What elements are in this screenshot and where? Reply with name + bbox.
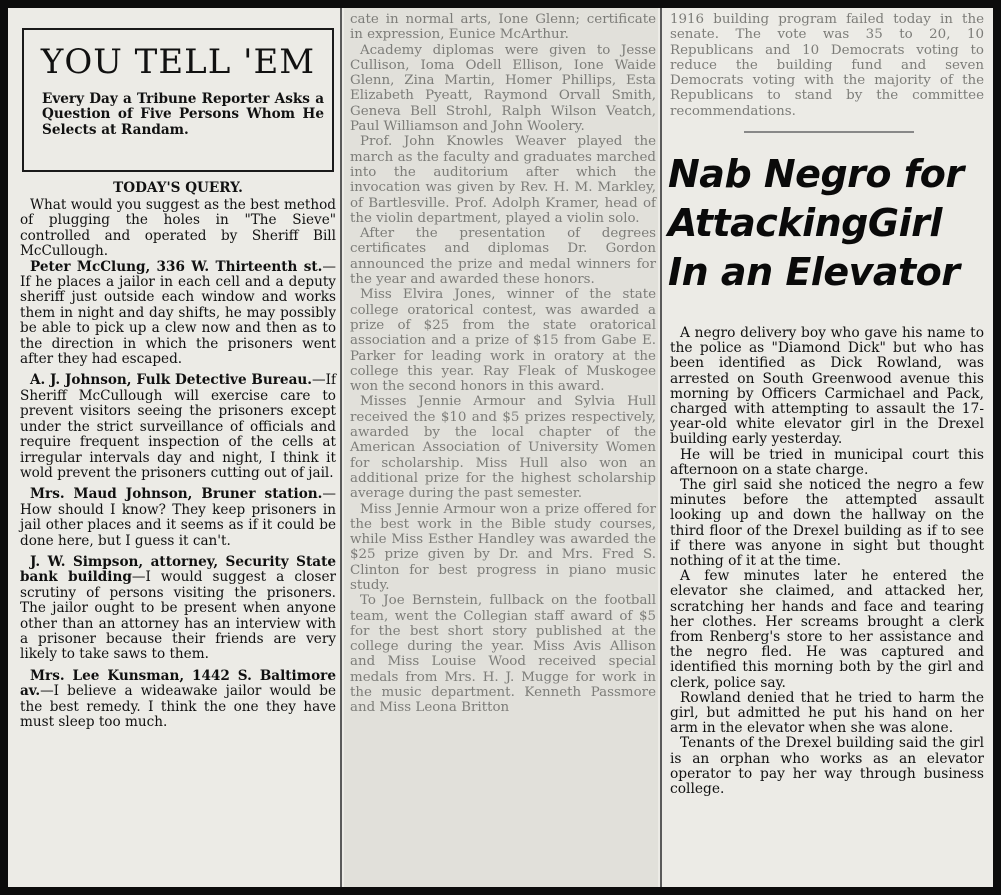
answer-paragraph — [20, 260, 336, 368]
article-paragraph: He will be tried in municipal court this afternoon on a state charge. — [670, 446, 984, 478]
feature-subtitle: Every Day a Tribune Reporter Asks a Question of Five Persons Whom He Selects at Randam. — [42, 91, 324, 138]
article-paragraph: A negro delivery boy who gave his name to the police as "Diamond Dick" but who has been identified as Dick Rowland, was arrested on South Greenwood avenue this morning by Officers Carmichael and Pack, charged with attempting to assault the 17-year-old white elevator girl in the Drexel building early yesterday. — [670, 325, 984, 448]
article-paragraph: A few minutes later he entered the elevator she claimed, and attacked her, scratching her hands and face and tearing her clothes. Her screams brought a clerk from Renberg's store to her assistance and the negro fled. He was captured and identified this morning both by the girl and clerk, police say. — [670, 568, 984, 691]
article-paragraph: Academy diplomas were given to Jesse Cullison, Ioma Odell Ellison, Ione Waide Glenn, Zina Martin, Homer Phillips, Esta Elizabeth Pyeatt, Raymond Orvall Smith, Geneva Bell Strohl, Ralph Wilson Veatch, Paul Williamson and John Woolery. — [350, 42, 656, 135]
respondent-name: Mrs. Lee Kunsman, 1442 S. Baltimore av. — [20, 667, 336, 700]
elevator-article-body — [670, 326, 984, 797]
article-paragraph: cate in normal arts, Ione Glenn; certificate in expression, Eunice McArthur. — [350, 12, 656, 43]
answer-text: —If Sheriff McCullough will exercise care to prevent visitors seeing the prisoners except under the strict surveillance of officials and require frequent inspection of the cells at irregular intervals day and night, I think it wold prevent the prisoners cutting out of jail. — [20, 372, 336, 481]
query-text: What would you suggest as the best method of plugging the holes in "The Sieve" controlled and operated by Sheriff Bill McCullough. — [20, 197, 336, 260]
answer-text: —How should I know? They keep prisoners in jail other places and it seems as if it could be done here, but I guess it can't. — [20, 486, 336, 549]
respondent-name: A. J. Johnson, Fulk Detective Bureau. — [30, 372, 312, 389]
column-rule — [660, 8, 662, 887]
respondent-name: Mrs. Maud Johnson, Bruner station. — [30, 486, 323, 503]
article-paragraph: Prof. John Knowles Weaver played the march as the faculty and graduates marched into the auditorium after which the invocation was given by Rev. H. M. Markley, of Bartlesville. Prof. Adolph Kramer, head of the violin department, played a violin solo. — [350, 134, 656, 226]
answer-text: —I believe a wideawake jailor would be the best remedy. I think the one they have must sleep too much. — [20, 683, 336, 730]
building-program-snippet — [670, 12, 984, 119]
headline-line: Nab Negro for — [668, 152, 964, 196]
article-paragraph: Rowland denied that he tried to harm the girl, but admitted he put his hand on her arm in the elevator when she was alone. — [670, 689, 984, 737]
article-paragraph: After the presentation of degrees certificates and diplomas Dr. Gordon announced the prize and medal winners for the year and awarded these honors. — [350, 226, 656, 288]
column-college-honors — [344, 8, 658, 887]
respondent-name: J. W. Simpson, attorney, Security State bank building — [20, 553, 336, 586]
query-heading: TODAY'S QUERY. — [113, 180, 243, 196]
college-article-body — [350, 12, 656, 716]
answer-paragraph — [20, 555, 336, 663]
headline — [668, 150, 986, 297]
answer-paragraph — [20, 669, 336, 731]
article-paragraph: Misses Jennie Armour and Sylvia Hull received the $10 and $5 prizes respectively, awarded by the local chapter of the American Association of University Women for scholarship. Miss Hull also won an additional prize for the highest scholarship average during the past semester. — [350, 394, 656, 502]
query-body — [20, 180, 336, 730]
answer-paragraph — [20, 487, 336, 549]
article-paragraph: The girl said she noticed the negro a few minutes before the attempted assault looking up and down the hallway on the third floor of the Drexel building as if to see if there was anyone in sight but thought nothing of it at the time. — [670, 477, 984, 570]
newspaper-clipping — [8, 8, 993, 887]
headline-line: AttackingGirl — [668, 201, 942, 245]
answer-paragraph — [20, 373, 336, 481]
section-divider — [744, 131, 914, 133]
article-paragraph: Tenants of the Drexel building said the girl is an orphan who works as an elevator operator to pay her way through business college. — [670, 735, 984, 798]
snippet-text: 1916 building program failed today in the senate. The vote was 35 to 20, 10 Republicans and 10 Democrats voting to reduce the building fund and seven Democrats voting with the majority of the Republicans to stand by the committee recommendations. — [670, 12, 984, 119]
headline-line: In an Elevator — [668, 250, 960, 294]
column-you-tell-em — [12, 8, 338, 887]
answer-text: —I would suggest a closer scrutiny of persons visiting the prisoners. The jailor ought to be present when anyone other than an attorney has an interview with a prisoner because their friends are very likely to take saws to them. — [20, 569, 336, 663]
feature-header-box — [22, 28, 334, 172]
article-paragraph: To Joe Bernstein, fullback on the football team, went the Collegian staff award of $5 for the best short story published at the college during the year. Miss Avis Allison and Miss Louise Wood received special medals from Mrs. H. J. Mugge for work in the music department. Kenneth Passmore and Miss Leona Britton — [350, 593, 656, 716]
respondent-name: Peter McClung, 336 W. Thirteenth st. — [30, 258, 323, 275]
answer-text: —If he places a jailor in each cell and a deputy sheriff just outside each window and works them in night and day shifts, he may possibly be able to pick up a clew now and then as to the direction in which the prisoners went after they had escaped. — [20, 258, 336, 368]
article-paragraph: Miss Jennie Armour won a prize offered for the best work in the Bible study courses, while Miss Esther Handley was awarded the $25 prize given by Dr. and Mrs. Fred S. Clinton for best progress in piano music study. — [350, 501, 656, 593]
feature-title: YOU TELL 'EM — [40, 42, 316, 82]
article-paragraph: Miss Elvira Jones, winner of the state college oratorical contest, was awarded a prize of $25 from the state oratorical association and a prize of $15 from Gabe E. Parker for leading work in oratory at the college this year. Ray Fleak of Muskogee won the second honors in this award. — [350, 287, 656, 395]
column-rule — [340, 8, 342, 887]
column-elevator-story — [664, 8, 989, 887]
